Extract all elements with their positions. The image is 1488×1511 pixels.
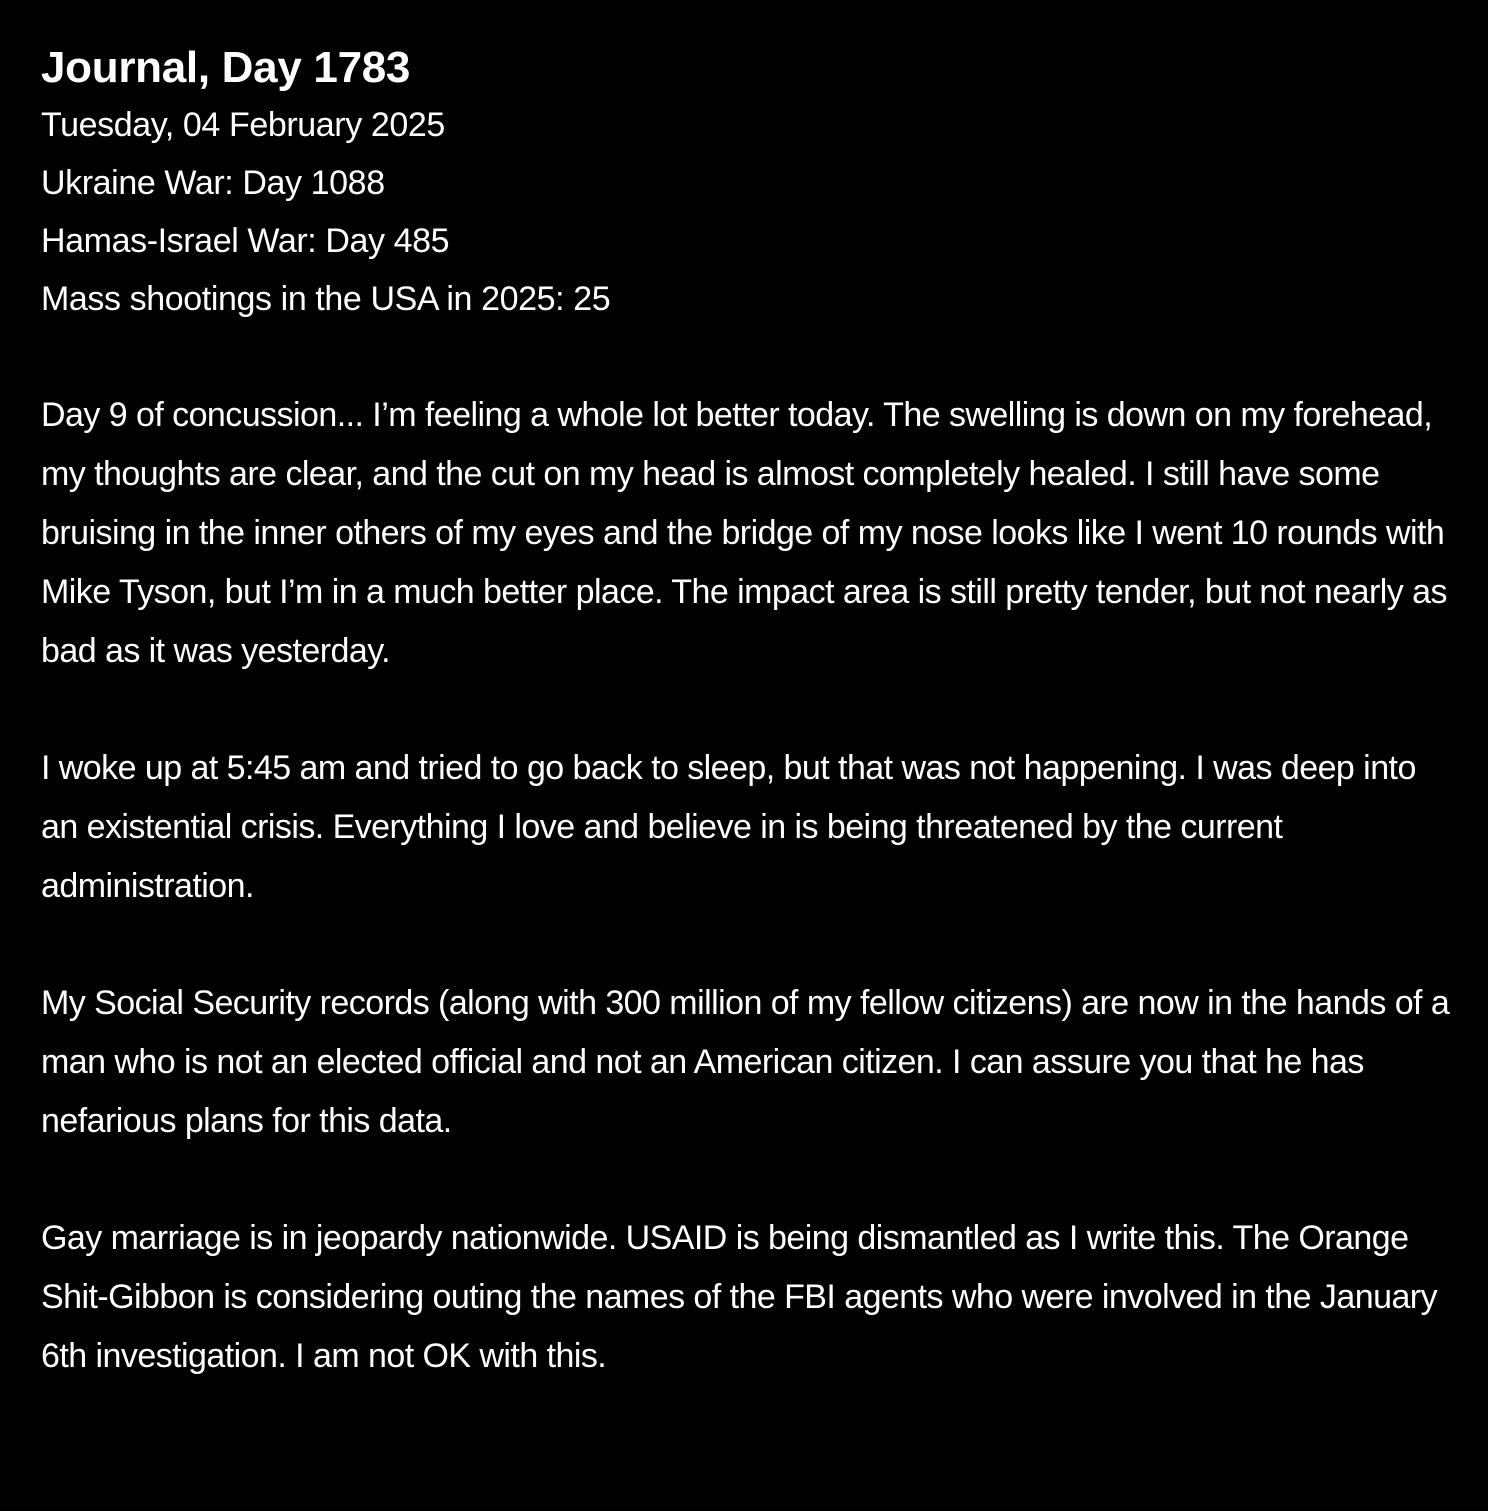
entry-date: Tuesday, 04 February 2025 bbox=[41, 106, 445, 144]
paragraph-woke-up: I woke up at 5:45 am and tried to go back to sleep, but that was not happening. I was deep into an existential crisis. Everything I love and believe in is being threatened by the current administration. bbox=[41, 749, 1416, 905]
ukraine-war-counter: Ukraine War: Day 1088 bbox=[41, 164, 385, 202]
mass-shootings-counter: Mass shootings in the USA in 2025: 25 bbox=[41, 280, 611, 318]
hamas-israel-war-counter: Hamas-Israel War: Day 485 bbox=[41, 222, 450, 260]
paragraph-gay-marriage: Gay marriage is in jeopardy nationwide. USAID is being dismantled as I write this. The Orange Shit-Gibbon is considering outing the names of the FBI agents who were involved in the January 6th investigation. I am not OK with this. bbox=[41, 1219, 1438, 1375]
paragraph-social-security: My Social Security records (along with 300 million of my fellow citizens) are now in the hands of a man who is not an elected official and not an American citizen. I can assure you that he has nefarious plans for this data. bbox=[41, 984, 1450, 1140]
journal-meta bbox=[41, 96, 1458, 328]
paragraph-concussion: Day 9 of concussion... I’m feeling a whole lot better today. The swelling is down on my forehead, my thoughts are clear, and the cut on my head is almost completely healed. I still have some bruising in the inner others of my eyes and the bridge of my nose looks like I went 10 rounds with Mike Tyson, but I’m in a much better place. The impact area is still pretty tender, but not nearly as bad as it was yesterday. bbox=[41, 396, 1447, 670]
journal-body bbox=[41, 386, 1458, 1386]
journal-title: Journal, Day 1783 bbox=[41, 43, 411, 92]
